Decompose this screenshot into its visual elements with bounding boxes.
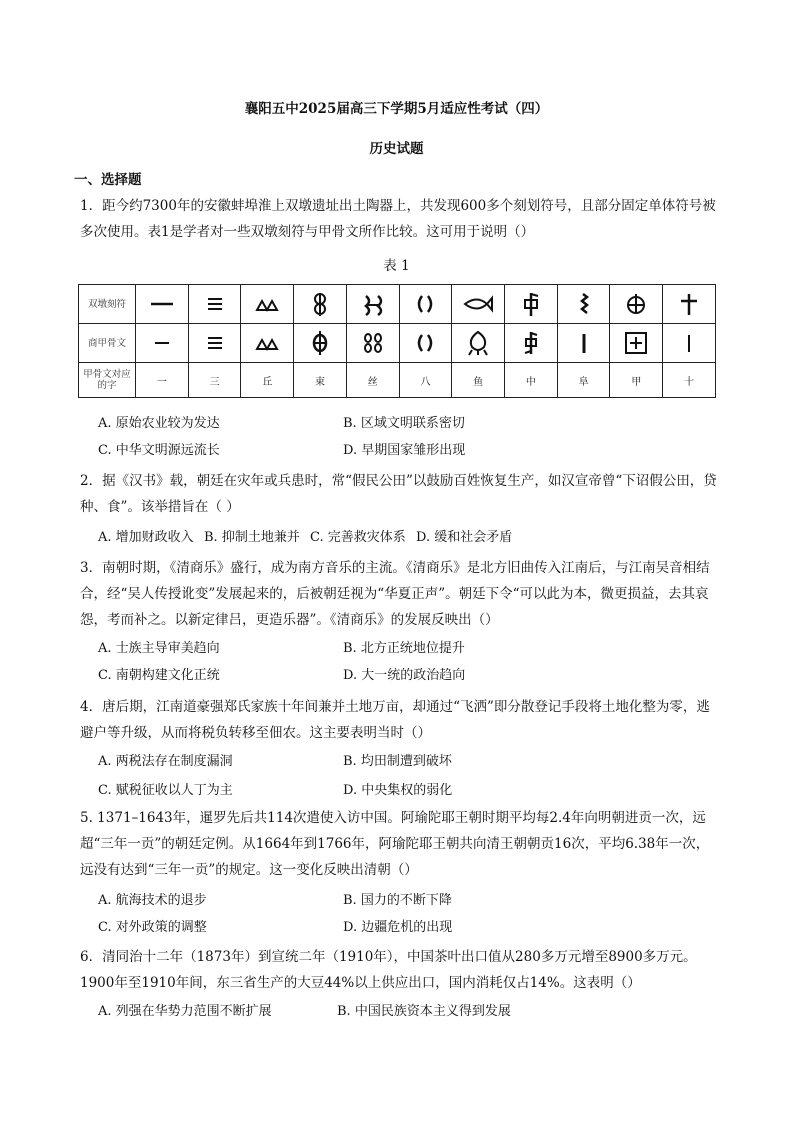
- shuangdun-zhong-glyph: [516, 291, 546, 317]
- shuangdun-san-glyph: [200, 294, 230, 314]
- question-number: 5.: [80, 810, 98, 826]
- oracle-ba-glyph: [410, 332, 440, 354]
- option-c[interactable]: C. 对外政策的调整: [98, 920, 207, 935]
- shuangdun-si-glyph: [358, 291, 388, 317]
- oracle-san-glyph: [200, 333, 230, 353]
- question-1: [80, 193, 720, 245]
- option-b[interactable]: B. 中国民族资本主义得到发展: [337, 1004, 511, 1019]
- character-cell: 中: [505, 363, 558, 398]
- glyph-cell: [610, 285, 663, 324]
- option-c[interactable]: C. 完善救灾体系: [310, 530, 406, 545]
- row-header: 双墩刻符: [79, 285, 136, 324]
- question-2: [80, 468, 720, 520]
- glyph-cell: [399, 324, 452, 363]
- oracle-zhong-glyph: [516, 329, 546, 357]
- shuangdun-jia-glyph: [621, 291, 651, 317]
- question-6: [80, 944, 720, 996]
- oracle-si-glyph: [358, 329, 388, 357]
- shuangdun-yu-glyph: [461, 293, 495, 315]
- glyph-cell: [452, 324, 505, 363]
- table-row: [79, 285, 716, 324]
- question-number: 6．: [80, 949, 103, 965]
- option-b[interactable]: B. 北方正统地位提升: [343, 641, 465, 656]
- glyph-cell: [452, 285, 505, 324]
- character-cell: 丝: [346, 363, 399, 398]
- shuangdun-qiu-glyph: [252, 294, 282, 314]
- option-d[interactable]: D. 缓和社会矛盾: [416, 530, 513, 545]
- option-a[interactable]: A. 航海技术的退步: [98, 893, 207, 908]
- glyph-cell: [346, 285, 399, 324]
- row-header: 甲骨文对应的字: [79, 363, 136, 398]
- glyph-cell: [294, 285, 347, 324]
- table-row: [79, 363, 716, 398]
- oracle-qiu-glyph: [252, 333, 282, 353]
- oracle-yi-glyph: [147, 333, 177, 353]
- option-a[interactable]: A. 士族主导审美趋向: [98, 641, 220, 656]
- glyph-cell: [557, 285, 610, 324]
- table-row: [79, 324, 716, 363]
- question-stem: 据《汉书》载，朝廷在灾年或兵患时，常“假民公田”以鼓励百姓恢复生产，如汉宣帝曾“下诏假公田，贷种、食”。该举措旨在（ ）: [80, 473, 717, 515]
- question-3: [80, 555, 720, 633]
- character-cell: 鱼: [452, 363, 505, 398]
- glyph-cell: [136, 285, 189, 324]
- option-d[interactable]: D. 边疆危机的出现: [343, 920, 453, 935]
- question-5: [80, 805, 720, 883]
- question-stem: 清同治十二年（1873年）到宣统二年（1910年），中国茶叶出口值从280多万元增至8900多万元。1900年至1910年间，东三省生产的大豆44%以上供应出口，国内消耗仅占14%。这表明（）: [80, 949, 697, 991]
- glyph-cell: [557, 324, 610, 363]
- exam-title: 襄阳五中2025届高三下学期5月适应性考试（四）: [244, 101, 549, 117]
- option-a[interactable]: A. 原始农业较为发达: [98, 416, 220, 431]
- character-cell: 阜: [557, 363, 610, 398]
- oracle-jia-glyph: [621, 329, 651, 357]
- option-d[interactable]: D. 中央集权的弱化: [343, 783, 453, 798]
- question-number: 4．: [80, 699, 103, 715]
- row-header: 商甲骨文: [79, 324, 136, 363]
- option-a[interactable]: A. 列强在华势力范围不断扩展: [98, 1004, 272, 1019]
- question-stem: 距今约7300年的安徽蚌埠淮上双墩遗址出土陶器上，共发现600多个刻划符号，且部分固定单体符号被多次使用。表1是学者对一些双墩刻符与甲骨文所作比较。这可用于说明（）: [80, 198, 716, 240]
- oracle-shu-glyph: [305, 329, 335, 357]
- section-heading: 一、选择题: [74, 172, 142, 188]
- oracle-yu-glyph: [463, 329, 493, 357]
- character-cell: 十: [663, 363, 716, 398]
- glyph-cell: [294, 324, 347, 363]
- option-c[interactable]: C. 南朝构建文化正统: [98, 668, 220, 683]
- option-a[interactable]: A. 增加财政收入: [98, 530, 194, 545]
- character-cell: 八: [399, 363, 452, 398]
- glyph-cell: [610, 324, 663, 363]
- character-cell: 甲: [610, 363, 663, 398]
- character-cell: 三: [188, 363, 241, 398]
- glyph-cell: [241, 285, 294, 324]
- question-stem: 1371–1643年，暹罗先后共114次遣使入访中国。阿瑜陀耶王朝时期平均每2.4年向明朝进贡一次，远超“三年一贡”的朝廷定例。从1664年到1766年，阿瑜陀耶王朝共向清王朝朝贡16次，平均6.38年一次，远没有达到“三年一贡”的规定。这一变化反映出清朝（）: [80, 810, 710, 878]
- glyph-cell: [188, 324, 241, 363]
- oracle-fu-glyph: [569, 330, 599, 356]
- character-cell: 丘: [241, 363, 294, 398]
- character-cell: 一: [136, 363, 189, 398]
- question-stem: 唐后期，江南道豪强郑氏家族十年间兼并土地万亩，却通过“飞洒”即分散登记手段将土地化整为零，逃避户等升级，从而将税负转移至佃农。这主要表明当时（）: [80, 699, 710, 741]
- question-number: 2．: [80, 473, 103, 489]
- glyph-cell: [188, 285, 241, 324]
- oracle-shi-glyph: [674, 330, 704, 356]
- option-d[interactable]: D. 大一统的政治趋向: [343, 668, 466, 683]
- glyph-cell: [505, 324, 558, 363]
- shuangdun-shu-glyph: [305, 291, 335, 317]
- subject-title: 历史试题: [369, 141, 424, 157]
- question-number: 1．: [80, 198, 103, 214]
- shuangdun-fu-glyph: [569, 291, 599, 317]
- option-c[interactable]: C. 中华文明源远流长: [98, 443, 220, 458]
- question-stem: 南朝时期，《清商乐》盛行，成为南方音乐的主流。《清商乐》是北方旧曲传入江南后，与江南吴音相结合，经“吴人传授讹变”发展起来的，后被朝廷视为“华夏正声”。朝廷下令“可以此为本，微更损益，去其哀怨，考而补之。以新定律吕，更造乐器”。《清商乐》的发展反映出（）: [80, 560, 710, 628]
- option-d[interactable]: D. 早期国家雏形出现: [343, 443, 466, 458]
- option-b[interactable]: B. 区域文明联系密切: [343, 416, 465, 431]
- shuangdun-yi-glyph: [147, 294, 177, 314]
- question-number: 3．: [80, 560, 103, 576]
- option-a[interactable]: A. 两税法存在制度漏洞: [98, 754, 233, 769]
- table-caption: 表 1: [383, 258, 410, 274]
- option-c[interactable]: C. 赋税征收以人丁为主: [98, 783, 233, 798]
- glyph-cell: [663, 324, 716, 363]
- glyph-cell: [136, 324, 189, 363]
- shuangdun-ba-glyph: [410, 293, 440, 315]
- character-cell: 束: [294, 363, 347, 398]
- glyph-cell: [346, 324, 399, 363]
- option-b[interactable]: B. 国力的不断下降: [343, 893, 452, 908]
- option-b[interactable]: B. 抑制土地兼并: [204, 530, 300, 545]
- option-b[interactable]: B. 均田制遭到破坏: [343, 754, 452, 769]
- glyph-cell: [663, 285, 716, 324]
- glyph-cell: [399, 285, 452, 324]
- glyph-comparison-table: [78, 284, 716, 398]
- glyph-cell: [241, 324, 294, 363]
- glyph-cell: [505, 285, 558, 324]
- shuangdun-shi-glyph: [674, 291, 704, 317]
- question-4: [80, 694, 720, 746]
